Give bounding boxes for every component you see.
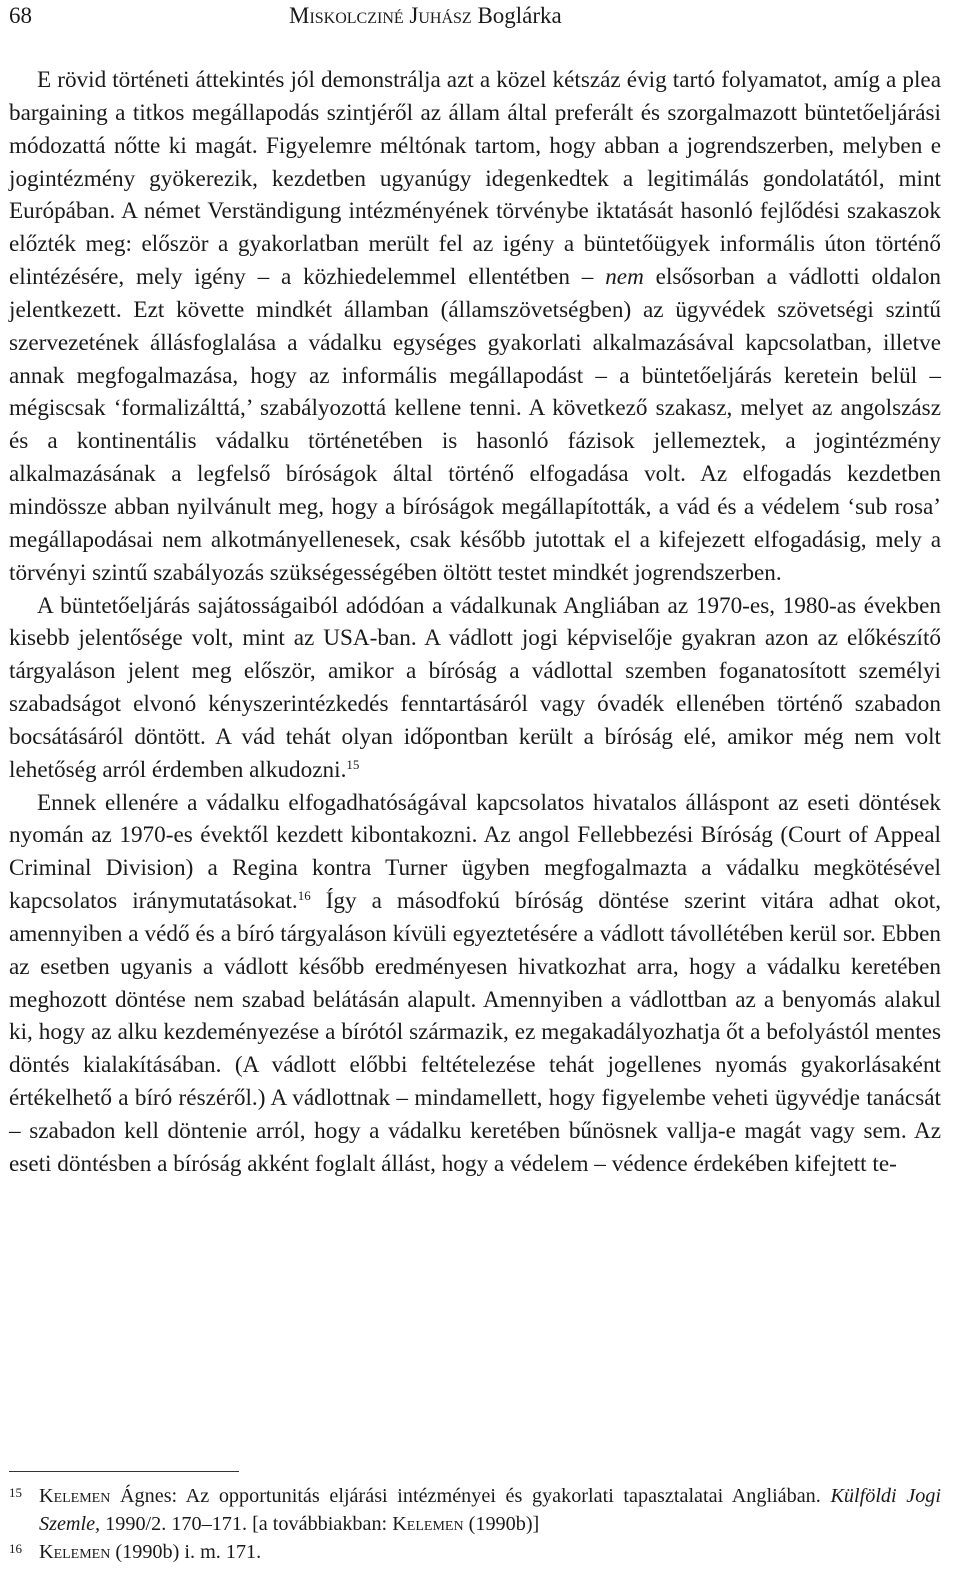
running-head-author <box>289 0 562 32</box>
paragraph-2-text: A büntetőeljárás sajátosságaiból adódóan a vádalkunak Angliában az 1970-es, 1980-as években kisebb jelentősége volt, mint az USA-ban. A vádlott jogi képviselője gyakran azon az előkészítő tárgyaláson jelent meg először, amikor a bíróság a vádlottal szemben foganatosított személyi szabadságot elvonó kényszerintézkedés fenntartásáról vagy óvadék ellenében történő szabadon bocsátásáról döntött. A vád tehát olyan időpontban került a bíróság elé, amikor még nem volt lehetőség arról érdemben alkudozni. <box>9 592 941 783</box>
footnote-text: Ágnes: Az opportunitás eljárási intézményei és gyakorlati tapasztalatai Angliában. <box>110 1485 831 1507</box>
footnote-text: (1990b) i. m. 171. <box>110 1541 262 1563</box>
running-header <box>9 0 951 40</box>
author-surname: Miskolcziné Juhász <box>289 3 472 28</box>
paragraph-1-part-a: E rövid történeti áttekintés jól demonstrálja azt a közel kétszáz évig tartó folyamatot, amíg a plea bargaining a titkos megállapodás szintjéről az állam által preferált és szorgalmazott büntetőeljárási módozattá nőtte ki magát. Figyelemre méltónak tartom, hogy abban a jogrendszerben, melyben e jogintézmény gyökerezik, kezdetben ugyanúgy idegenkedtek a legitimálás gondolatától, mint Európában. A német Verständigung intézményének törvénybe iktatását hasonló fejlődési szakaszok előzték meg: először a gyakorlatban merült fel az igény a büntetőügyek informális úton történő elintézésére, mely igény – a közhiedelemmel ellentétben – <box>9 67 941 291</box>
paragraph-3 <box>9 787 941 1181</box>
paragraph-3-part-a: Ennek ellenére a vádalku elfogadhatóságával kapcsolatos hivatalos álláspont az eseti döntések nyomán az 1970-es évektől kezdett kibontakozni. Az angol Fellebbezési Bíróság (Court of Appeal Criminal Division) a Regina kontra Turner ügyben megfogalmazta a vádalku megkötésével kapcsolatos iránymutatásokat. <box>9 789 941 915</box>
footnote-number: 16 <box>9 1541 22 1556</box>
footnote-author: Kelemen <box>39 1485 111 1507</box>
footnote-author: Kelemen <box>39 1541 111 1563</box>
footnote-journal: Külföldi Jogi Szemle, <box>39 1485 942 1535</box>
footnote-ref-16[interactable]: 16 <box>297 888 311 904</box>
paragraph-2 <box>9 590 941 787</box>
footnote-ref-15[interactable]: 15 <box>346 756 360 772</box>
paragraph-1-part-b: elsősorban a vádlotti oldalon jelentkezett. Ezt követte mindkét államban (államszövetségben) az ügyvédek szövetségi szintű szervezetének állásfoglalása a vádalku egységes gyakorlati alkalmazásával kapcsolatban, illetve annak megfogalmazása, hogy az informális megállapodást – a büntetőeljárás keretein belül – mégiscsak ‘formalizálttá,’ szabályozottá kellene tenni. A következő szakasz, melyet az angolszász és a kontinentális vádalku történetében is hasonló fázisok jellemeztek, a jogintézmény alkalmazásának a legfelső bíróságok által történő elfogadása volt. Az elfogadás kezdetben mindössze abban nyilvánult meg, hogy a bíróságok megállapították, a vád és a védelem ‘sub rosa’ megállapodásai nem alkotmányellenesek, csak később jutottak el a kifejezett elfogadásig, mely a törvényi szintű szabályozás szükségességében öltött testet mindkét jogrendszerben. <box>9 264 942 586</box>
paragraph-1 <box>9 64 941 590</box>
footnotes <box>9 1482 941 1566</box>
author-given-name: Boglárka <box>477 3 562 28</box>
footnote-ref-author: Kelemen <box>392 1513 464 1535</box>
page-number: 68 <box>9 3 32 28</box>
footnote-separator <box>9 1471 239 1472</box>
footnote-16 <box>9 1538 941 1566</box>
footnote-15 <box>9 1482 941 1538</box>
footnote-text: 1990/2. 170–171. [a továbbiakban: <box>100 1513 393 1535</box>
footnote-number: 15 <box>9 1485 22 1500</box>
emphasis-nem: nem <box>605 264 644 291</box>
paragraph-3-part-b: Így a másodfokú bíróság döntése szerint vitára adhat okot, amennyiben a védő és a bíró tárgyaláson kívüli egyeztetésére a vádlott távollétében kerül sor. Ebben az esetben ugyanis a vádlott később eredményesen hivatkozhat arra, hogy a vádalku keretében meghozott döntése nem szabad belátásán alapult. Amennyiben a vádlottban az a benyomás alakul ki, hogy az alku kezdeményezése a bírótól származik, ez megakadályozhatja őt a befolyástól mentes döntés kialakításában. (A vádlott előbbi feltételezése tehát jogellenes nyomás gyakorlásaként értékelhető a bíró részéről.) A vádlottnak – mindamellett, hogy figyelembe veheti ügyvédje tanácsát – szabadon kell döntenie arról, hogy a vádalku keretében bűnösnek vallja-e magát vagy sem. Az eseti döntésben a bíróság akként foglalt állást, hogy a védelem – védence érdekében kifejtett te- <box>9 888 941 1177</box>
footnote-text: (1990b)] <box>463 1513 540 1535</box>
main-text <box>9 64 941 1181</box>
